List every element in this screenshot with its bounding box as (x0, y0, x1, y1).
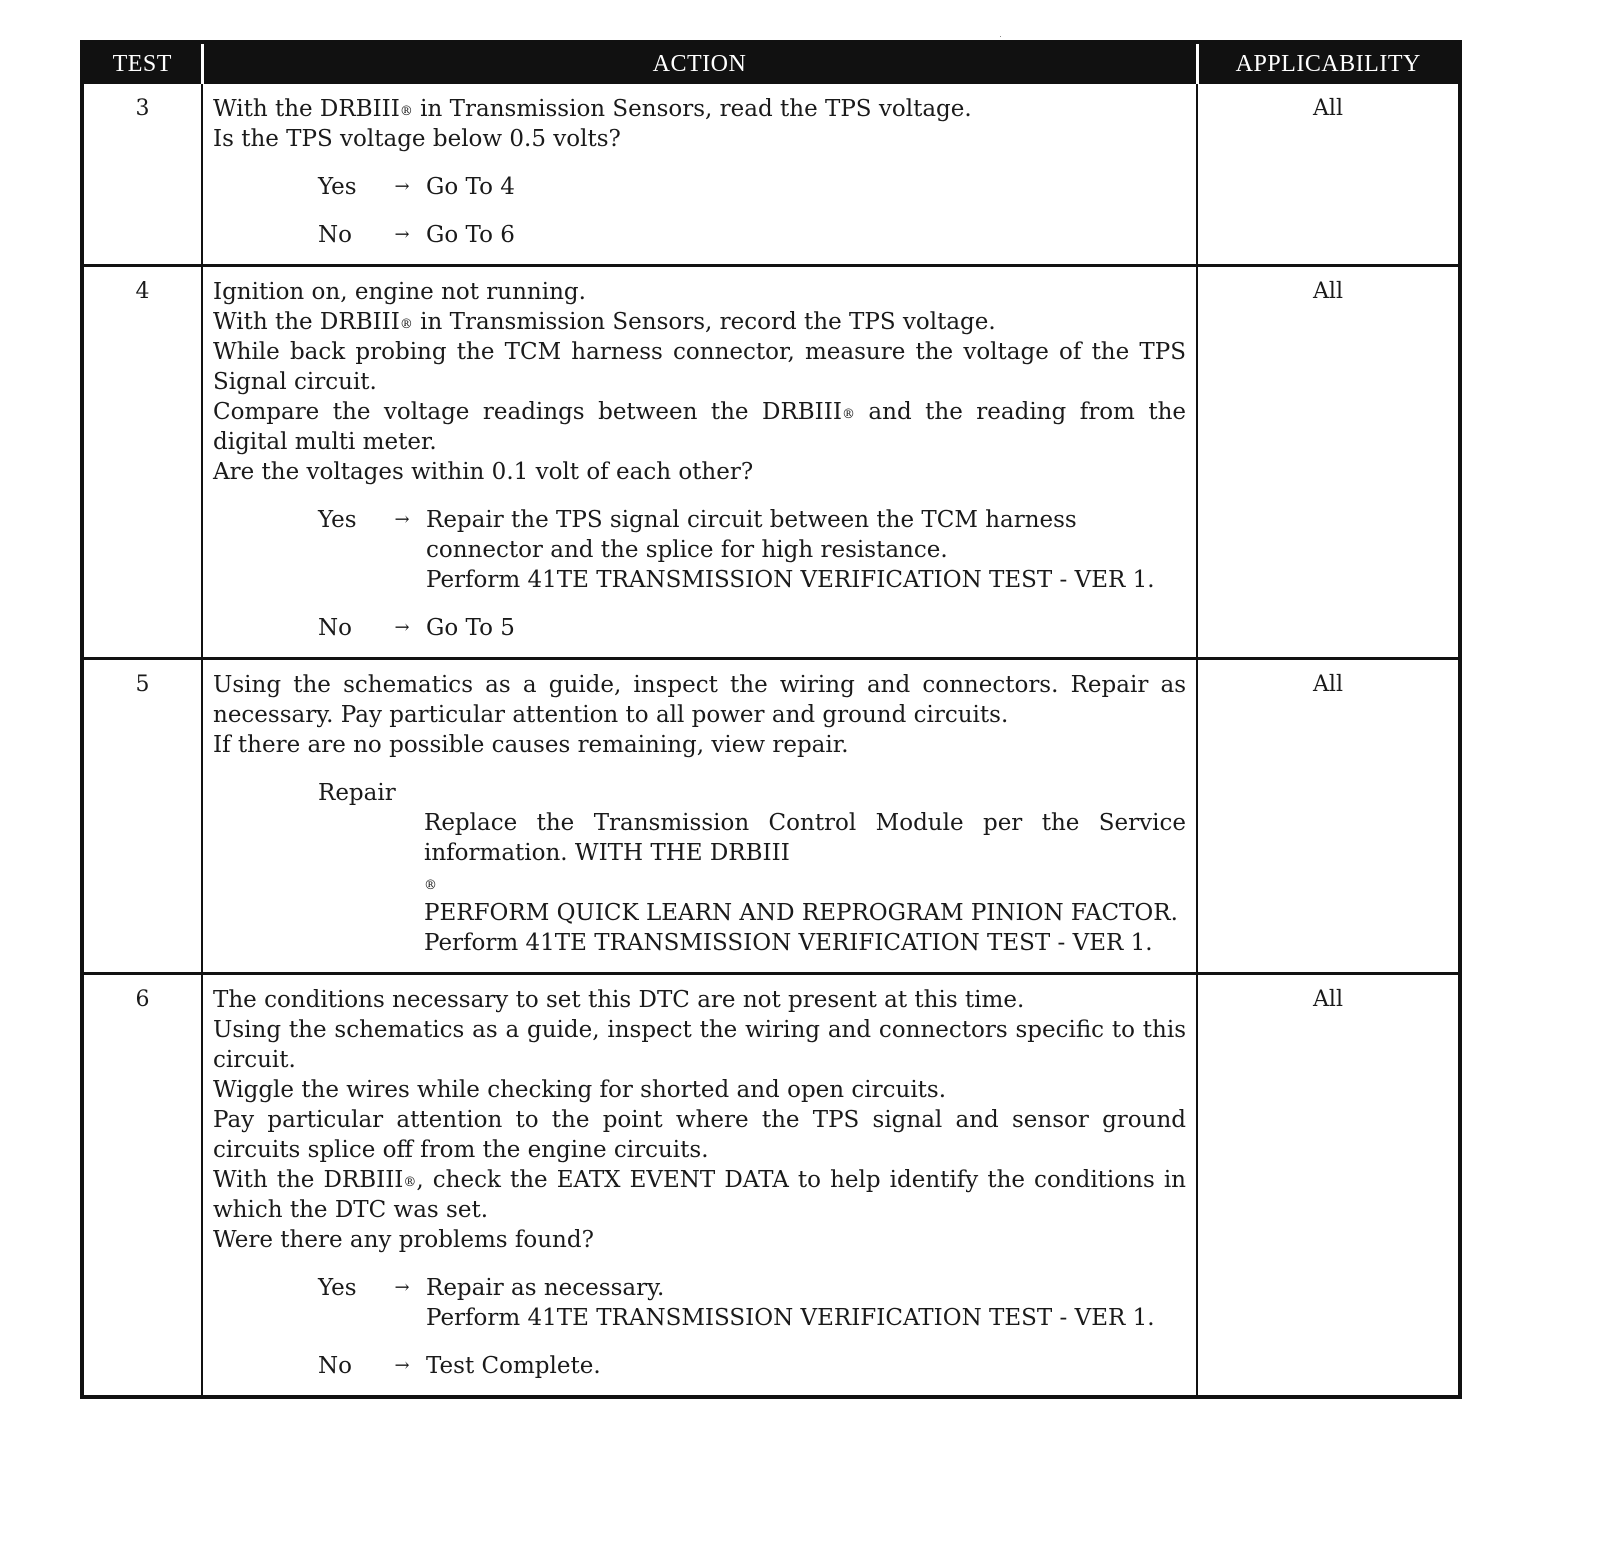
arrow-right-icon: → (394, 1277, 410, 1298)
repair-label: Repair (318, 780, 396, 806)
action-instruction: With the DRBIII® in Transmission Sensors, read the TPS voltage. (213, 96, 972, 122)
test-number: 4 (82, 266, 202, 659)
registered-mark: ® (399, 317, 413, 332)
outcome-no (213, 220, 1186, 250)
outcome-result (426, 1351, 1186, 1381)
outcome-result-line: Repair as necessary. (426, 1275, 665, 1301)
outcome-result-line: Perform 41TE TRANSMISSION VERIFICATION TEST - VER 1. (426, 567, 1155, 593)
action-instruction: Pay particular attention to the point where the TPS signal and sensor ground circuits splice off from the engine circuits. (213, 1107, 1186, 1163)
outcome-result (426, 613, 1186, 643)
repair-text-line: Perform 41TE TRANSMISSION VERIFICATION TEST - VER 1. (424, 930, 1153, 956)
outcome-label: No (318, 615, 352, 641)
outcome-result (426, 172, 1186, 202)
arrow-right-icon: → (394, 617, 410, 638)
outcome-label: No (318, 1353, 352, 1379)
registered-mark: ® (399, 104, 413, 119)
arrow-right-icon: → (394, 176, 410, 197)
outcome-result-line: Test Complete. (426, 1353, 601, 1379)
outcome-result-line: Perform 41TE TRANSMISSION VERIFICATION TEST - VER 1. (426, 1305, 1155, 1331)
applicability-value: All (1313, 987, 1343, 1012)
outcome-result (426, 220, 1186, 250)
outcome-result-line: Repair the TPS signal circuit between the TCM harness connector and the splice for high resistance. (426, 507, 1077, 563)
outcome-result (426, 1273, 1186, 1333)
table-body (82, 84, 1460, 1397)
action-instruction: With the DRBIII® in Transmission Sensors, record the TPS voltage. (213, 309, 996, 335)
action-instruction: Using the schematics as a guide, inspect the wiring and connectors specific to this circuit. (213, 1017, 1186, 1073)
outcome-yes (213, 505, 1186, 595)
action-instruction: Wiggle the wires while checking for shorted and open circuits. (213, 1077, 947, 1103)
outcome-result-line: Go To 4 (426, 174, 515, 200)
action-cell (202, 84, 1197, 266)
action-cell (202, 974, 1197, 1398)
repair-block (213, 778, 1186, 958)
outcome-label: Yes (318, 507, 357, 533)
action-instruction: With the DRBIII®, check the EATX EVENT DATA to help identify the conditions in which the DTC was set. (213, 1167, 1186, 1223)
applicability-value: All (1197, 84, 1460, 266)
header-test: TEST (82, 42, 202, 84)
test-row (82, 659, 1460, 974)
outcome-label: Yes (318, 1275, 357, 1301)
outcome-result-line: Go To 6 (426, 222, 515, 248)
arrow-right-icon: → (394, 1355, 410, 1376)
test-number: 5 (82, 659, 202, 974)
arrow-right-icon: → (394, 509, 410, 530)
action-instruction: While back probing the TCM harness connector, measure the voltage of the TPS Signal circuit. (213, 339, 1186, 395)
outcome-label: Yes (318, 174, 357, 200)
outcome-yes (213, 172, 1186, 202)
repair-text (424, 808, 1186, 958)
outcome-result (426, 505, 1186, 595)
test-number: 6 (82, 974, 202, 1398)
action-instruction: Were there any problems found? (213, 1227, 594, 1253)
test-row (82, 974, 1460, 1398)
applicability-value: All (1197, 266, 1460, 659)
action-instruction: Compare the voltage readings between the DRBIII® and the reading from the digital multi meter. (213, 399, 1186, 455)
registered-mark: ® (841, 407, 855, 422)
table-header-row (82, 42, 1460, 84)
action-instruction: Ignition on, engine not running. (213, 279, 586, 305)
registered-mark: ® (403, 1175, 417, 1190)
arrow-right-icon: → (394, 224, 410, 245)
action-cell (202, 659, 1197, 974)
action-instruction: If there are no possible causes remaining, view repair. (213, 732, 849, 758)
test-row (82, 266, 1460, 659)
outcome-label: No (318, 222, 352, 248)
outcome-no (213, 1351, 1186, 1381)
repair-text-line: Replace the Transmission Control Module per the Service information. WITH THE DRBIII ® PERFORM QUICK LEARN AND REPROGRAM PINION FACTOR. (424, 810, 1186, 926)
action-instruction: The conditions necessary to set this DTC are not present at this time. (213, 987, 1025, 1013)
outcome-yes (213, 1273, 1186, 1333)
header-action: ACTION (202, 42, 1197, 84)
action-instruction: Is the TPS voltage below 0.5 volts? (213, 126, 621, 152)
diagnostic-test-table (80, 40, 1462, 1399)
header-applicability: APPLICABILITY (1197, 42, 1460, 84)
applicability-value: All (1197, 659, 1460, 974)
action-instruction: Using the schematics as a guide, inspect the wiring and connectors. Repair as necessary. Pay particular attention to all power and ground circuits. (213, 672, 1186, 728)
test-number: 3 (82, 84, 202, 266)
outcome-result-line: Go To 5 (426, 615, 515, 641)
action-cell (202, 266, 1197, 659)
action-instruction: Are the voltages within 0.1 volt of each other? (213, 459, 754, 485)
test-row (82, 84, 1460, 266)
outcome-no (213, 613, 1186, 643)
registered-mark: ® (424, 878, 437, 893)
page-mark (1000, 36, 1001, 37)
